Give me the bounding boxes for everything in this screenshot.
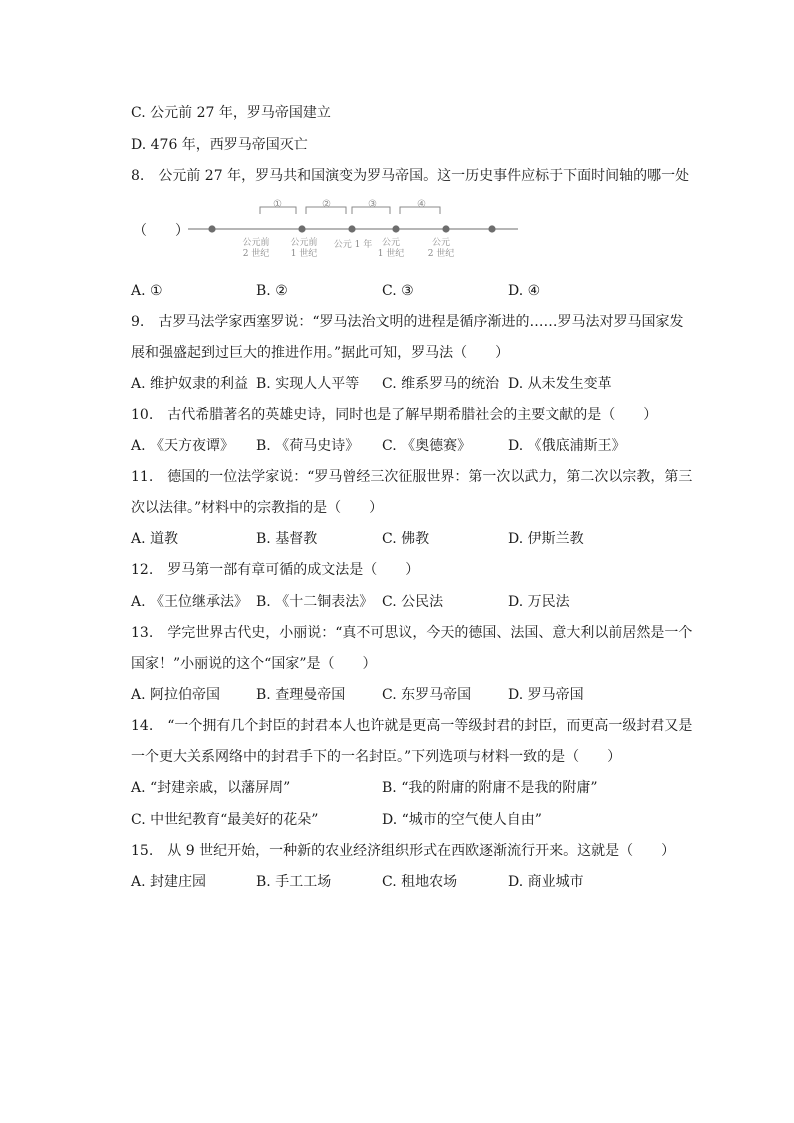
- q12-option-d: D. 万民法: [508, 594, 570, 610]
- q14-option-c: C. 中世纪教育“最美好的花朵”: [131, 812, 319, 828]
- timeline-label-1ad: 公元 1 世纪: [377, 238, 405, 259]
- q10-option-d: D. 《俄底浦斯王》: [508, 438, 626, 454]
- q13-option-b: B. 查理曼帝国: [256, 687, 346, 703]
- timeline-point: [348, 225, 355, 232]
- q7-option-d: D. 476 年，西罗马帝国灭亡: [131, 137, 308, 153]
- q12-option-b: B. 《十二铜表法》: [256, 594, 374, 610]
- timeline-point: [392, 225, 399, 232]
- q15-stem: 15. 从 9 世纪开始，一种新的农业经济组织形式在西欧逐渐流行开来。这就是（ ）: [131, 843, 676, 859]
- q8-option-a: A. ①: [131, 283, 163, 299]
- q14-stem-line2: 一个更大关系网络中的封君手下的一名封臣。”下列选项与材料一致的是（ ）: [131, 749, 622, 765]
- q10-option-a: A. 《天方夜谭》: [131, 438, 235, 454]
- q7-option-c: C. 公元前 27 年，罗马帝国建立: [131, 105, 331, 121]
- q15-option-c: C. 租地农场: [382, 874, 458, 890]
- timeline-label-2bc: 公元前 2 世纪: [242, 238, 270, 259]
- timeline-segment-3: ③: [368, 199, 377, 210]
- timeline-point: [442, 225, 449, 232]
- q9-option-a: A. 维护奴隶的利益: [131, 376, 249, 392]
- q13-stem-line2: 国家！”小丽说的这个“国家”是（ ）: [131, 656, 377, 672]
- q8-stem: 8. 公元前 27 年，罗马共和国演变为罗马帝国。这一历史事件应标于下面时间轴的哪一处: [131, 168, 690, 184]
- q11-stem-line1: 11. 德国的一位法学家说：“罗马曾经三次征服世界：第一次以武力，第二次以宗教，第三: [131, 469, 693, 485]
- q11-option-d: D. 伊斯兰教: [508, 531, 584, 547]
- q11-option-b: B. 基督教: [256, 531, 318, 547]
- q12-stem: 12. 罗马第一部有章可循的成文法是（ ）: [131, 562, 420, 578]
- timeline-figure: [180, 192, 520, 272]
- timeline-segment-1: ①: [273, 199, 282, 210]
- q9-option-d: D. 从未发生变革: [508, 376, 612, 392]
- q10-option-c: C. 《奥德赛》: [382, 438, 472, 454]
- q13-option-a: A. 阿拉伯帝国: [131, 687, 221, 703]
- q10-option-b: B. 《荷马史诗》: [256, 438, 360, 454]
- q9-stem-line1: 9. 古罗马法学家西塞罗说：“罗马法治文明的进程是循序渐进的……罗马法对罗马国家发: [131, 314, 684, 330]
- q8-answer-paren: （ ）: [133, 223, 189, 239]
- q12-option-c: C. 公民法: [382, 594, 444, 610]
- q9-stem-line2: 展和强盛起到过巨大的推进作用。”据此可知，罗马法（ ）: [131, 345, 510, 361]
- q15-option-d: D. 商业城市: [508, 874, 584, 890]
- q15-option-b: B. 手工工场: [256, 874, 332, 890]
- q8-option-d: D. ④: [508, 283, 541, 299]
- q12-option-a: A. 《王位继承法》: [131, 594, 249, 610]
- q8-option-c: C. ③: [382, 283, 414, 299]
- q11-option-a: A. 道教: [131, 531, 179, 547]
- q11-option-c: C. 佛教: [382, 531, 430, 547]
- q14-option-a: A. “封建亲戚，以藩屏周”: [131, 780, 291, 796]
- q11-stem-line2: 次以法律。”材料中的宗教指的是（ ）: [131, 500, 384, 516]
- timeline-segment-4: ④: [417, 199, 426, 210]
- q9-option-c: C. 维系罗马的统治: [382, 376, 500, 392]
- timeline-label-ad1: 公元 1 年: [333, 240, 373, 250]
- q8-option-b: B. ②: [256, 283, 288, 299]
- q9-option-b: B. 实现人人平等: [256, 376, 360, 392]
- timeline-point: [298, 225, 305, 232]
- q15-option-a: A. 封建庄园: [131, 874, 207, 890]
- q13-stem-line1: 13. 学完世界古代史，小丽说：“真不可思议，今天的德国、法国、意大利以前居然是一个: [131, 625, 693, 641]
- q10-stem: 10. 古代希腊著名的英雄史诗，同时也是了解早期希腊社会的主要文献的是（ ）: [131, 407, 658, 423]
- timeline-point: [488, 225, 495, 232]
- q14-option-d: D. “城市的空气使人自由”: [382, 812, 542, 828]
- timeline-segment-2: ②: [322, 199, 331, 210]
- timeline-label-1bc: 公元前 1 世纪: [290, 238, 318, 259]
- q13-option-d: D. 罗马帝国: [508, 687, 584, 703]
- q14-stem-line1: 14. “一个拥有几个封臣的封君本人也许就是更高一等级封君的封臣，而更高一级封君又是: [131, 718, 693, 734]
- timeline-label-2ad: 公元 2 世纪: [427, 238, 455, 259]
- q13-option-c: C. 东罗马帝国: [382, 687, 472, 703]
- timeline-point: [208, 225, 215, 232]
- q14-option-b: B. “我的附庸的附庸不是我的附庸”: [382, 780, 598, 796]
